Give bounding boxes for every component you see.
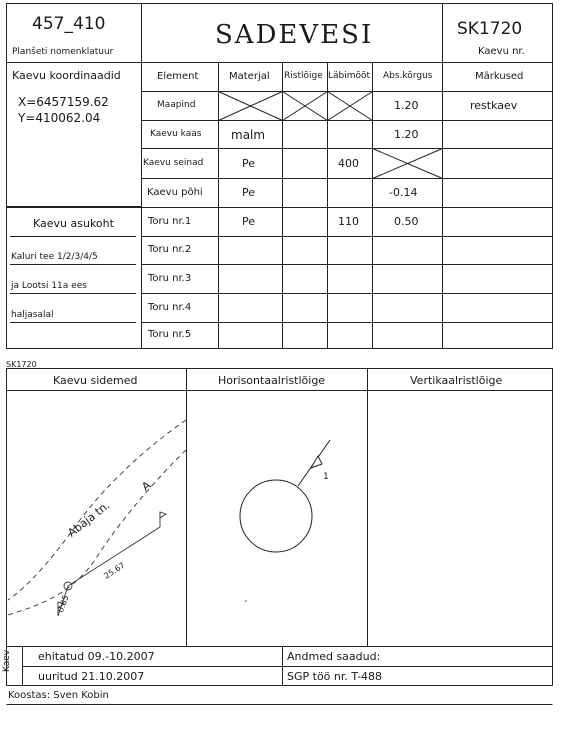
location-line-1: Kaluri tee 1/2/3/4/5 [11,252,98,262]
sheet-tag: SK1720 [6,360,37,369]
well-number: SK1720 [457,19,523,39]
nomenclature-value: 457_410 [32,14,106,34]
tie-line-main [68,527,160,586]
column-header-material: Materjal [229,71,270,82]
section-ties-title: Kaevu sidemed [53,374,138,387]
table-cell-material: Pe [242,157,256,170]
column-header-elevation: Abs.kõrgus [383,71,433,81]
column-header-remarks: Märkused [475,71,524,82]
table-cell-elevation: 1.20 [394,99,419,112]
table-cell-element: Kaevu kaas [150,129,202,139]
table-cell-diameter: 110 [338,215,359,228]
table-cell-element: Toru nr.2 [148,244,192,255]
coordinates-label: Kaevu koordinaadid [12,69,121,82]
street-edge-lower [8,450,186,615]
coordinate-x: X=6457159.62 [18,95,109,109]
table-cell-elevation: 0.50 [394,215,419,228]
table-cell-element: Kaevu seinad [143,158,204,168]
section-vertical-title: Vertikaalristlõige [410,374,503,387]
table-cell-material: malm [231,128,266,142]
table-cell-diameter: 400 [338,157,359,170]
table-cell-element: Maapind [157,100,196,110]
column-header-element: Element [157,71,199,82]
distance-small: 0.85 [56,593,71,614]
built-date: ehitatud 09.-10.2007 [38,650,155,663]
pipe-arrow-icon [311,456,322,468]
well-number-label: Kaevu nr. [478,46,525,57]
table-cell-element: Toru nr.1 [148,216,192,227]
table-cell-element: Toru nr.5 [148,329,192,340]
reference-flag-icon [160,512,166,518]
table-cell-element: Toru nr.3 [148,273,192,284]
table-cell-element: Toru nr.4 [148,302,192,313]
compiled-by: Koostas: Sven Kobin [8,690,109,701]
table-cell-element: Kaevu põhi [147,187,203,198]
data-source-value: SGP töö nr. T-488 [287,670,383,683]
distance-main: 25.67 [102,560,127,581]
page-title: SADEVESI [215,20,374,50]
footer-side-label: Kaev [2,649,12,672]
section-horizontal-title: Horisontaalristlõige [218,374,326,387]
coordinate-y: Y=410062.04 [18,111,101,125]
table-cell-material: Pe [242,186,256,199]
table-cell-material: Pe [242,215,256,228]
column-header-diameter: Läbimõõt [328,71,371,81]
bottom-sheet-frame [7,369,553,647]
pipe-number: 1 [323,472,329,482]
street-label: Abaja tn. [65,498,113,540]
data-source-label: Andmed saadud: [287,650,381,663]
location-label: Kaevu asukoht [33,217,114,230]
column-header-cross-section: Ristlõige [284,71,323,81]
horizontal-section-sketch [240,440,330,602]
street-letter: A [139,478,154,494]
location-line-3: haljasalal [11,310,54,320]
location-line-2: ja Lootsi 11a ees [11,281,87,291]
well-circle [240,480,312,552]
nomenclature-label: Planšeti nomenklatuur [12,47,114,57]
table-cell-elevation: 1.20 [394,128,419,141]
table-cell-remarks: restkaev [470,99,518,112]
table-cell-elevation: -0.14 [389,186,418,199]
surveyed-date: uuritud 21.10.2007 [38,670,145,683]
